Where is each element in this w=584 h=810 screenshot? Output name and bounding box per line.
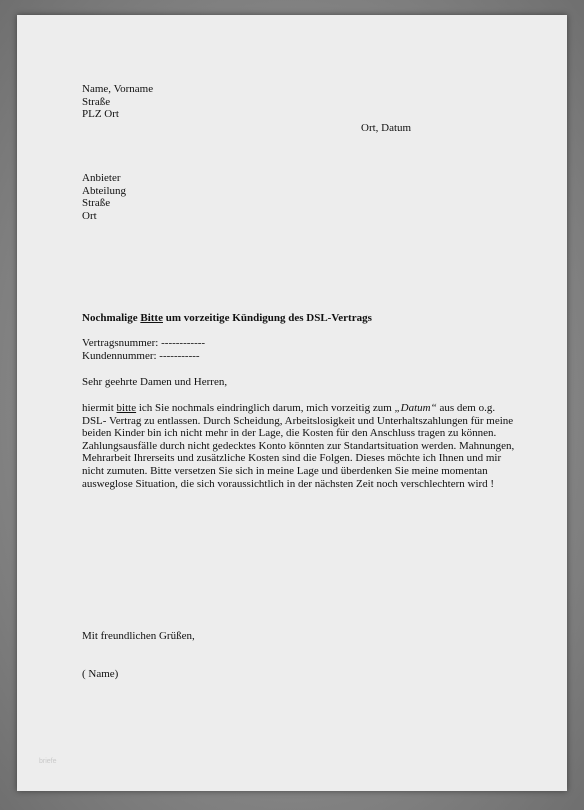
recipient-street: Straße	[82, 197, 111, 210]
salutation: Sehr geehrte Damen und Herren,	[82, 376, 228, 388]
body-paragraph: hiermit bitte ich Sie nochmals eindringlich darum, mich vorzeitig zum „Datum“ aus dem o.g. DSL- Vertrag zu entlassen. Durch Scheidung, Arbeitslosigkeit und Unterhaltszahlungen für meine beiden Kinder bin ich nicht mehr in der Lage, die Kosten für den Anschluss tragen zu können. Zahlungsausfälle durch nicht gedecktes Konto könnten zur Standartsituation werden. Mahnungen, Mehrarbeit Ihrerseits und zusätzliche Kosten sind die Folgen. Dieses möchte ich Ihnen und mir nicht zumuten. Bitte versetzen Sie sich in meine Lage und überdenken Sie meine momentan ausweglose Situation, die sich voraussichtlich in der nächsten Zeit noch verschlechtern wird !	[82, 402, 515, 490]
place-date: Ort, Datum	[361, 122, 412, 134]
subject-underlined: Bitte	[140, 312, 163, 324]
sender-street: Straße	[82, 95, 111, 108]
closing: Mit freundlichen Grüßen,	[82, 630, 195, 642]
watermark: briefe	[39, 758, 57, 765]
subject-part1: Nochmalige	[82, 312, 141, 324]
subject-line	[82, 312, 372, 325]
recipient-provider: Anbieter	[82, 172, 121, 184]
customer-number: Kundennummer: -----------	[82, 349, 200, 362]
reference-numbers	[82, 337, 205, 362]
recipient-department: Abteilung	[82, 184, 126, 197]
subject-part2: um vorzeitige Kündigung des DSL-Vertrags	[162, 312, 372, 324]
sender-city: PLZ Ort	[82, 108, 119, 121]
sender-name: Name, Vorname	[82, 83, 154, 95]
body-italic-date: „Datum“	[394, 402, 437, 414]
letter-page	[17, 15, 567, 791]
signature: ( Name)	[82, 668, 119, 680]
recipient-city: Ort	[82, 209, 97, 222]
recipient-address	[82, 172, 126, 222]
contract-number: Vertragsnummer: ------------	[82, 337, 206, 349]
body-underlined: bitte	[116, 402, 137, 414]
sender-address	[82, 83, 153, 121]
